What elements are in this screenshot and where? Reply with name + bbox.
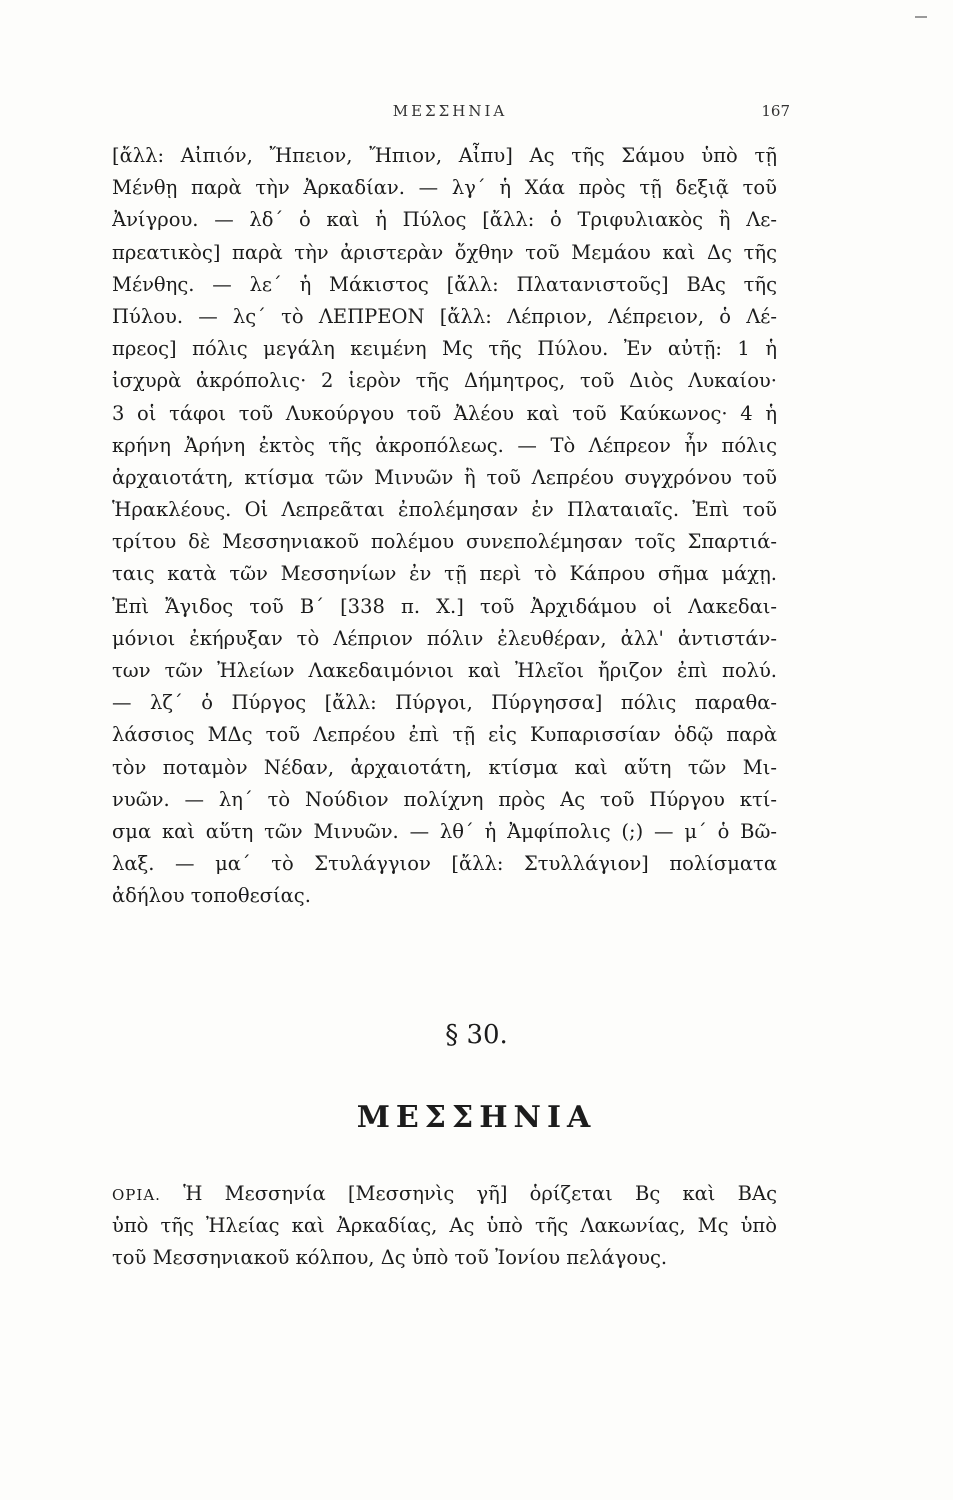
- text-line-with-lead: [112, 1178, 777, 1210]
- text-line: Μένθης. — λε΄ ἡ Μάκιστος [ἄλλ: Πλατανιστοῦς] ΒΑς τῆς: [112, 272, 777, 296]
- scan-edge-mark: [915, 16, 927, 18]
- text-line: ἰσχυρὰ ἀκρόπολις· 2 ἱερὸν τῆς Δήμητρος, τοῦ Διὸς Λυκαίου·: [112, 369, 777, 393]
- text-line: [ἄλλ: Αἰπιόν, Ἤπειον, Ἤπιον, Αἶπυ] Ας τῆς Σάμου ὑπὸ τῇ: [112, 144, 777, 167]
- section-heading: ΜΕΣΣΗΝΙΑ: [356, 1100, 597, 1135]
- text-line: μόνιοι ἐκήρυξαν τὸ Λέπριον πόλιν ἐλευθέραν, ἀλλ' ἀντιστάν-: [112, 626, 777, 650]
- page-number: 167: [761, 102, 790, 120]
- text-line: τρίτου δὲ Μεσσηνιακοῦ πολέμου συνεπολέμησαν τοῖς Σπαρτιά-: [112, 530, 777, 554]
- text-line: ὑπὸ τῆς Ἠλείας καὶ Ἀρκαδίας, Ας ὑπὸ τῆς Λακωνίας, Μς ὑπὸ: [112, 1214, 777, 1238]
- text-line: Ἀνίγρου. — λδ΄ ὁ καὶ ἡ Πύλος [ἄλλ: ὁ Τριφυλιακὸς ἢ Λε-: [112, 208, 777, 232]
- section-body: [112, 1178, 777, 1275]
- text-line: λαξ. — μα΄ τὸ Στυλάγγιον [ἄλλ: Στυλλάγιον] πολίσματα: [112, 852, 777, 876]
- text-line: τὸν ποταμὸν Νέδαν, ἀρχαιοτάτη, κτίσμα καὶ αὕτη τῶν Μι-: [112, 755, 777, 779]
- text-line: 3 οἱ τάφοι τοῦ Λυκούργου τοῦ Ἀλέου καὶ τοῦ Καύκωνος· 4 ἡ: [112, 401, 777, 425]
- text-line: Ἡρακλέους. Οἱ Λεπρεᾶται ἐπολέμησαν ἐν Πλαταιαῖς. Ἐπὶ τοῦ: [112, 498, 777, 522]
- text-line: τοῦ Μεσσηνιακοῦ κόλπου, Δς ὑπὸ τοῦ Ἰονίου πελάγους.: [112, 1246, 668, 1270]
- text-line: — λζ΄ ὁ Πύργος [ἄλλ: Πύργοι, Πύργησσα] πόλις παραθα-: [112, 691, 777, 715]
- text-line: πρεατικὸς] παρὰ τὴν ἀριστερὰν ὄχθην τοῦ Μεμάου καὶ Δς τῆς: [112, 240, 777, 264]
- text-line: λάσσιος ΜΔς τοῦ Λεπρέου ἐπὶ τῇ εἰς Κυπαρισσίαν ὁδῷ παρὰ: [112, 723, 777, 747]
- text-line: Ἐπὶ Ἄγιδος τοῦ Β΄ [338 π. Χ.] τοῦ Ἀρχιδάμου οἱ Λακεδαι-: [112, 594, 777, 618]
- text-line: Μένθῃ παρὰ τὴν Ἀρκαδίαν. — λγ΄ ἡ Χάα πρὸς τῇ δεξιᾷ τοῦ: [112, 176, 777, 200]
- text-line: ταις κατὰ τῶν Μεσσηνίων ἐν τῇ περὶ τὸ Κάπρου σῆμα μάχῃ.: [112, 562, 777, 586]
- running-head: [110, 102, 790, 126]
- text-line: σμα καὶ αὕτη τῶν Μινυῶν. — λθ΄ ἡ Ἀμφίπολις (;) — μ΄ ὁ Βῶ-: [112, 819, 777, 843]
- lead-word: ΟΡΙΑ.: [112, 1186, 161, 1204]
- text-line: ἀρχαιοτάτη, κτίσμα τῶν Μινυῶν ἢ τοῦ Λεπρέου συγχρόνου τοῦ: [112, 465, 777, 489]
- text-line: ἀδήλου τοποθεσίας.: [112, 884, 311, 908]
- text-line: πρεος] πόλις μεγάλη κειμένη Μς τῆς Πύλου. Ἐν αὐτῇ: 1 ἡ: [112, 337, 777, 361]
- main-text: [112, 140, 777, 913]
- text-span: Ἡ Μεσσηνία [Μεσσηνὶς γῆ] ὁρίζεται Βς καὶ ΒΑς: [183, 1182, 777, 1205]
- text-line: κρήνη Ἀρήνη ἐκτὸς τῆς ἀκροπόλεως. — Τὸ Λέπρεον ἦν πόλις: [112, 433, 777, 457]
- text-line: Πύλου. — λς΄ τὸ ΛΕΠΡΕΟΝ [ἄλλ: Λέπριον, Λέπρειον, ὁ Λέ-: [112, 304, 777, 328]
- section-number: § 30.: [445, 1020, 508, 1050]
- text-line: των τῶν Ἠλείων Λακεδαιμόνιοι καὶ Ἠλεῖοι ἤριζον ἐπὶ πολύ.: [112, 659, 777, 682]
- running-head-title: ΜΕΣΣΗΝΙΑ: [392, 102, 508, 120]
- text-line: νυῶν. — λη΄ τὸ Νούδιον πολίχνη πρὸς Ας τοῦ Πύργου κτί-: [112, 787, 777, 811]
